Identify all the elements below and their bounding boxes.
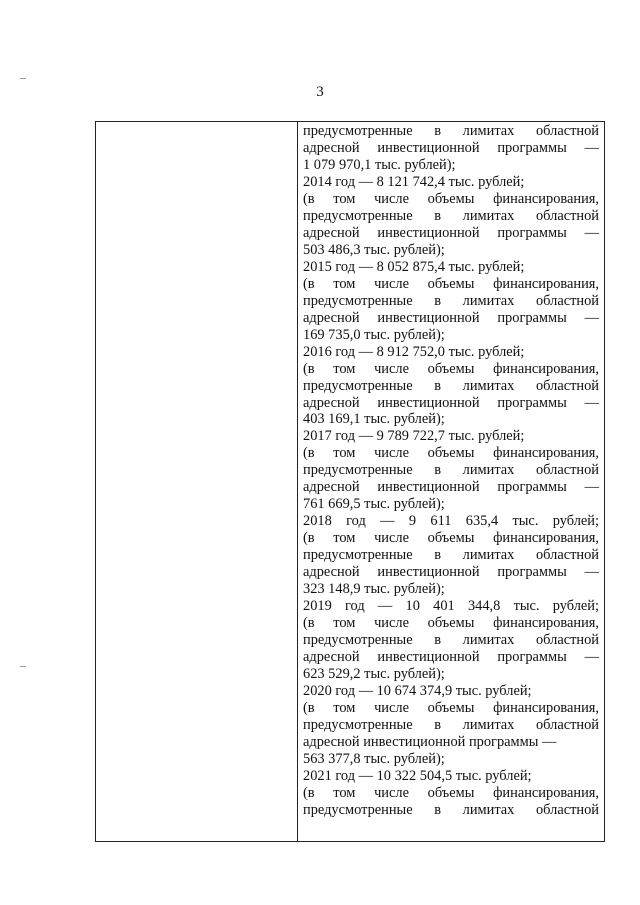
margin-mark-bottom bbox=[20, 666, 26, 667]
text-line: 2016 год — 8 912 752,0 тыс. рублей; bbox=[303, 343, 525, 360]
text-line: предусмотренные в лимитах областной bbox=[303, 801, 599, 818]
text-line: 2018 год — 9 611 635,4 тыс. рублей; bbox=[303, 513, 599, 530]
text-line: 761 669,5 тыс. рублей); bbox=[303, 496, 445, 513]
text-line: 2017 год — 9 789 722,7 тыс. рублей; bbox=[303, 428, 525, 445]
text-line: предусмотренные в лимитах областной bbox=[303, 292, 599, 309]
text-line: 623 529,2 тыс. рублей); bbox=[303, 666, 445, 682]
text-line: адресной инвестиционной программы — bbox=[303, 139, 599, 156]
text-line: предусмотренные в лимитах областной bbox=[303, 716, 599, 733]
text-line: 403 169,1 тыс. рублей); bbox=[303, 411, 445, 428]
text-line: предусмотренные в лимитах областной bbox=[303, 207, 599, 224]
text-line: (в том числе объемы финансирования, bbox=[303, 190, 599, 207]
margin-mark-top bbox=[20, 78, 26, 79]
text-line: предусмотренные в лимитах областной bbox=[303, 123, 599, 139]
text-line: 2019 год — 10 401 344,8 тыс. рублей; bbox=[303, 598, 599, 615]
text-line: (в том числе объемы финансирования, bbox=[303, 445, 599, 462]
text-line: (в том числе объемы финансирования, bbox=[303, 699, 599, 716]
text-line: адресной инвестиционной программы — bbox=[303, 224, 599, 241]
text-line: адресной инвестиционной программы — bbox=[303, 394, 599, 411]
text-line: 2015 год — 8 052 875,4 тыс. рублей; bbox=[303, 258, 525, 275]
text-line: 2014 год — 8 121 742,4 тыс. рублей; bbox=[303, 173, 525, 190]
text-line: 323 148,9 тыс. рублей); bbox=[303, 581, 445, 598]
empty-left-cell bbox=[96, 122, 297, 841]
text-line: адресной инвестиционной программы — bbox=[303, 564, 599, 581]
text-line: 563 377,8 тыс. рублей); bbox=[303, 750, 445, 767]
text-line: предусмотренные в лимитах областной bbox=[303, 377, 599, 394]
column-divider bbox=[297, 122, 298, 841]
text-line: (в том числе объемы финансирования, bbox=[303, 784, 599, 801]
page-number: 3 bbox=[316, 84, 324, 100]
text-line: адресной инвестиционной программы — bbox=[303, 649, 599, 666]
text-line: 503 486,3 тыс. рублей); bbox=[303, 241, 445, 258]
text-line: адресной инвестиционной программы — bbox=[303, 479, 599, 496]
text-line: 2021 год — 10 322 504,5 тыс. рублей; bbox=[303, 767, 532, 784]
text-line: (в том числе объемы финансирования, bbox=[303, 530, 599, 547]
text-line: (в том числе объемы финансирования, bbox=[303, 360, 599, 377]
funding-table bbox=[95, 121, 605, 842]
text-line: предусмотренные в лимитах областной bbox=[303, 462, 599, 479]
text-line: (в том числе объемы финансирования, bbox=[303, 615, 599, 632]
text-line: 169 735,0 тыс. рублей); bbox=[303, 326, 445, 343]
text-line: 2020 год — 10 674 374,9 тыс. рублей; bbox=[303, 682, 532, 699]
text-line: (в том числе объемы финансирования, bbox=[303, 275, 599, 292]
text-line: адресной инвестиционной программы — bbox=[303, 733, 557, 750]
text-line: адресной инвестиционной программы — bbox=[303, 309, 599, 326]
text-line: предусмотренные в лимитах областной bbox=[303, 632, 599, 649]
funding-text-cell bbox=[303, 123, 599, 819]
text-line: 1 079 970,1 тыс. рублей); bbox=[303, 156, 456, 173]
text-line: предусмотренные в лимитах областной bbox=[303, 547, 599, 564]
